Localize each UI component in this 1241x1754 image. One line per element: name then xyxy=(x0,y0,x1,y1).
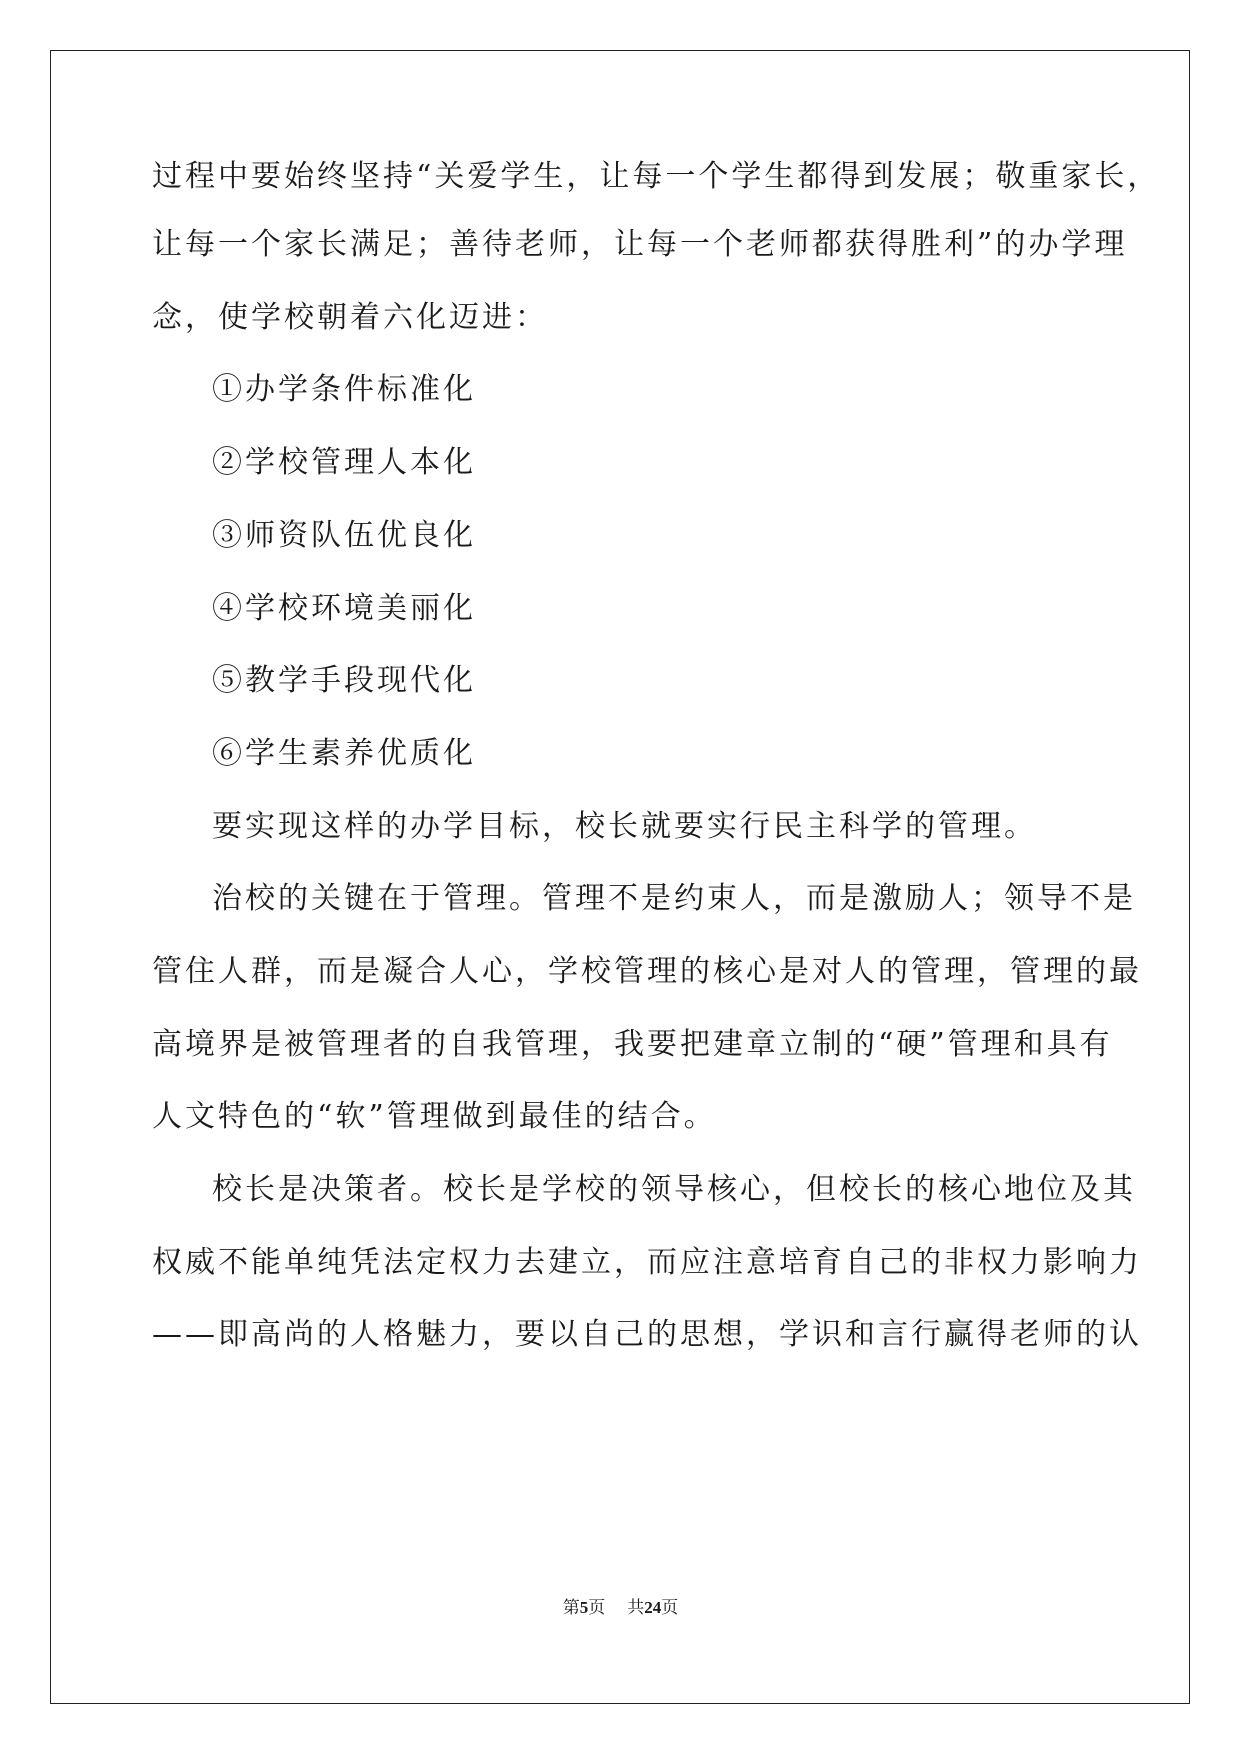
list-item: ②学校管理人本化 xyxy=(212,445,476,480)
total-suffix: 页 xyxy=(661,1598,679,1617)
list-item: ③师资队伍优良化 xyxy=(212,518,476,553)
list-item: ⑥学生素养优质化 xyxy=(212,736,476,771)
page-footer xyxy=(0,1597,1241,1619)
text-line: 人文特色的“软”管理做到最佳的结合。 xyxy=(152,1099,717,1134)
page-prefix: 第 xyxy=(562,1598,580,1617)
total-prefix: 共 xyxy=(627,1598,645,1617)
text-line: ——即高尚的人格魅力，要以自己的思想，学识和言行赢得老师的认 xyxy=(152,1317,1142,1352)
total-pages: 24 xyxy=(644,1598,662,1617)
list-item: ⑤教学手段现代化 xyxy=(212,663,476,698)
page-number: 5 xyxy=(579,1598,589,1617)
page-suffix: 页 xyxy=(588,1598,606,1617)
text-line: 治校的关键在于管理。管理不是约束人，而是激励人；领导不是 xyxy=(212,881,1136,916)
text-line: 高境界是被管理者的自我管理，我要把建章立制的“硬”管理和具有 xyxy=(152,1027,1113,1062)
text-line: 过程中要始终坚持“关爱学生，让每一个学生都得到发展；敬重家长， xyxy=(152,159,1161,194)
text-line: 要实现这样的办学目标，校长就要实行民主科学的管理。 xyxy=(212,809,1037,844)
text-line: 管住人群，而是凝合人心，学校管理的核心是对人的管理，管理的最 xyxy=(152,954,1142,989)
text-line: 权威不能单纯凭法定权力去建立，而应注意培育自己的非权力影响力 xyxy=(152,1245,1142,1280)
list-item: ④学校环境美丽化 xyxy=(212,591,476,626)
list-item: ①办学条件标准化 xyxy=(212,372,476,407)
text-line: 校长是决策者。校长是学校的领导核心，但校长的核心地位及其 xyxy=(212,1172,1136,1207)
text-line: 念，使学校朝着六化迈进： xyxy=(152,300,548,335)
text-line: 让每一个家长满足；善待老师，让每一个老师都获得胜利”的办学理 xyxy=(152,227,1128,262)
